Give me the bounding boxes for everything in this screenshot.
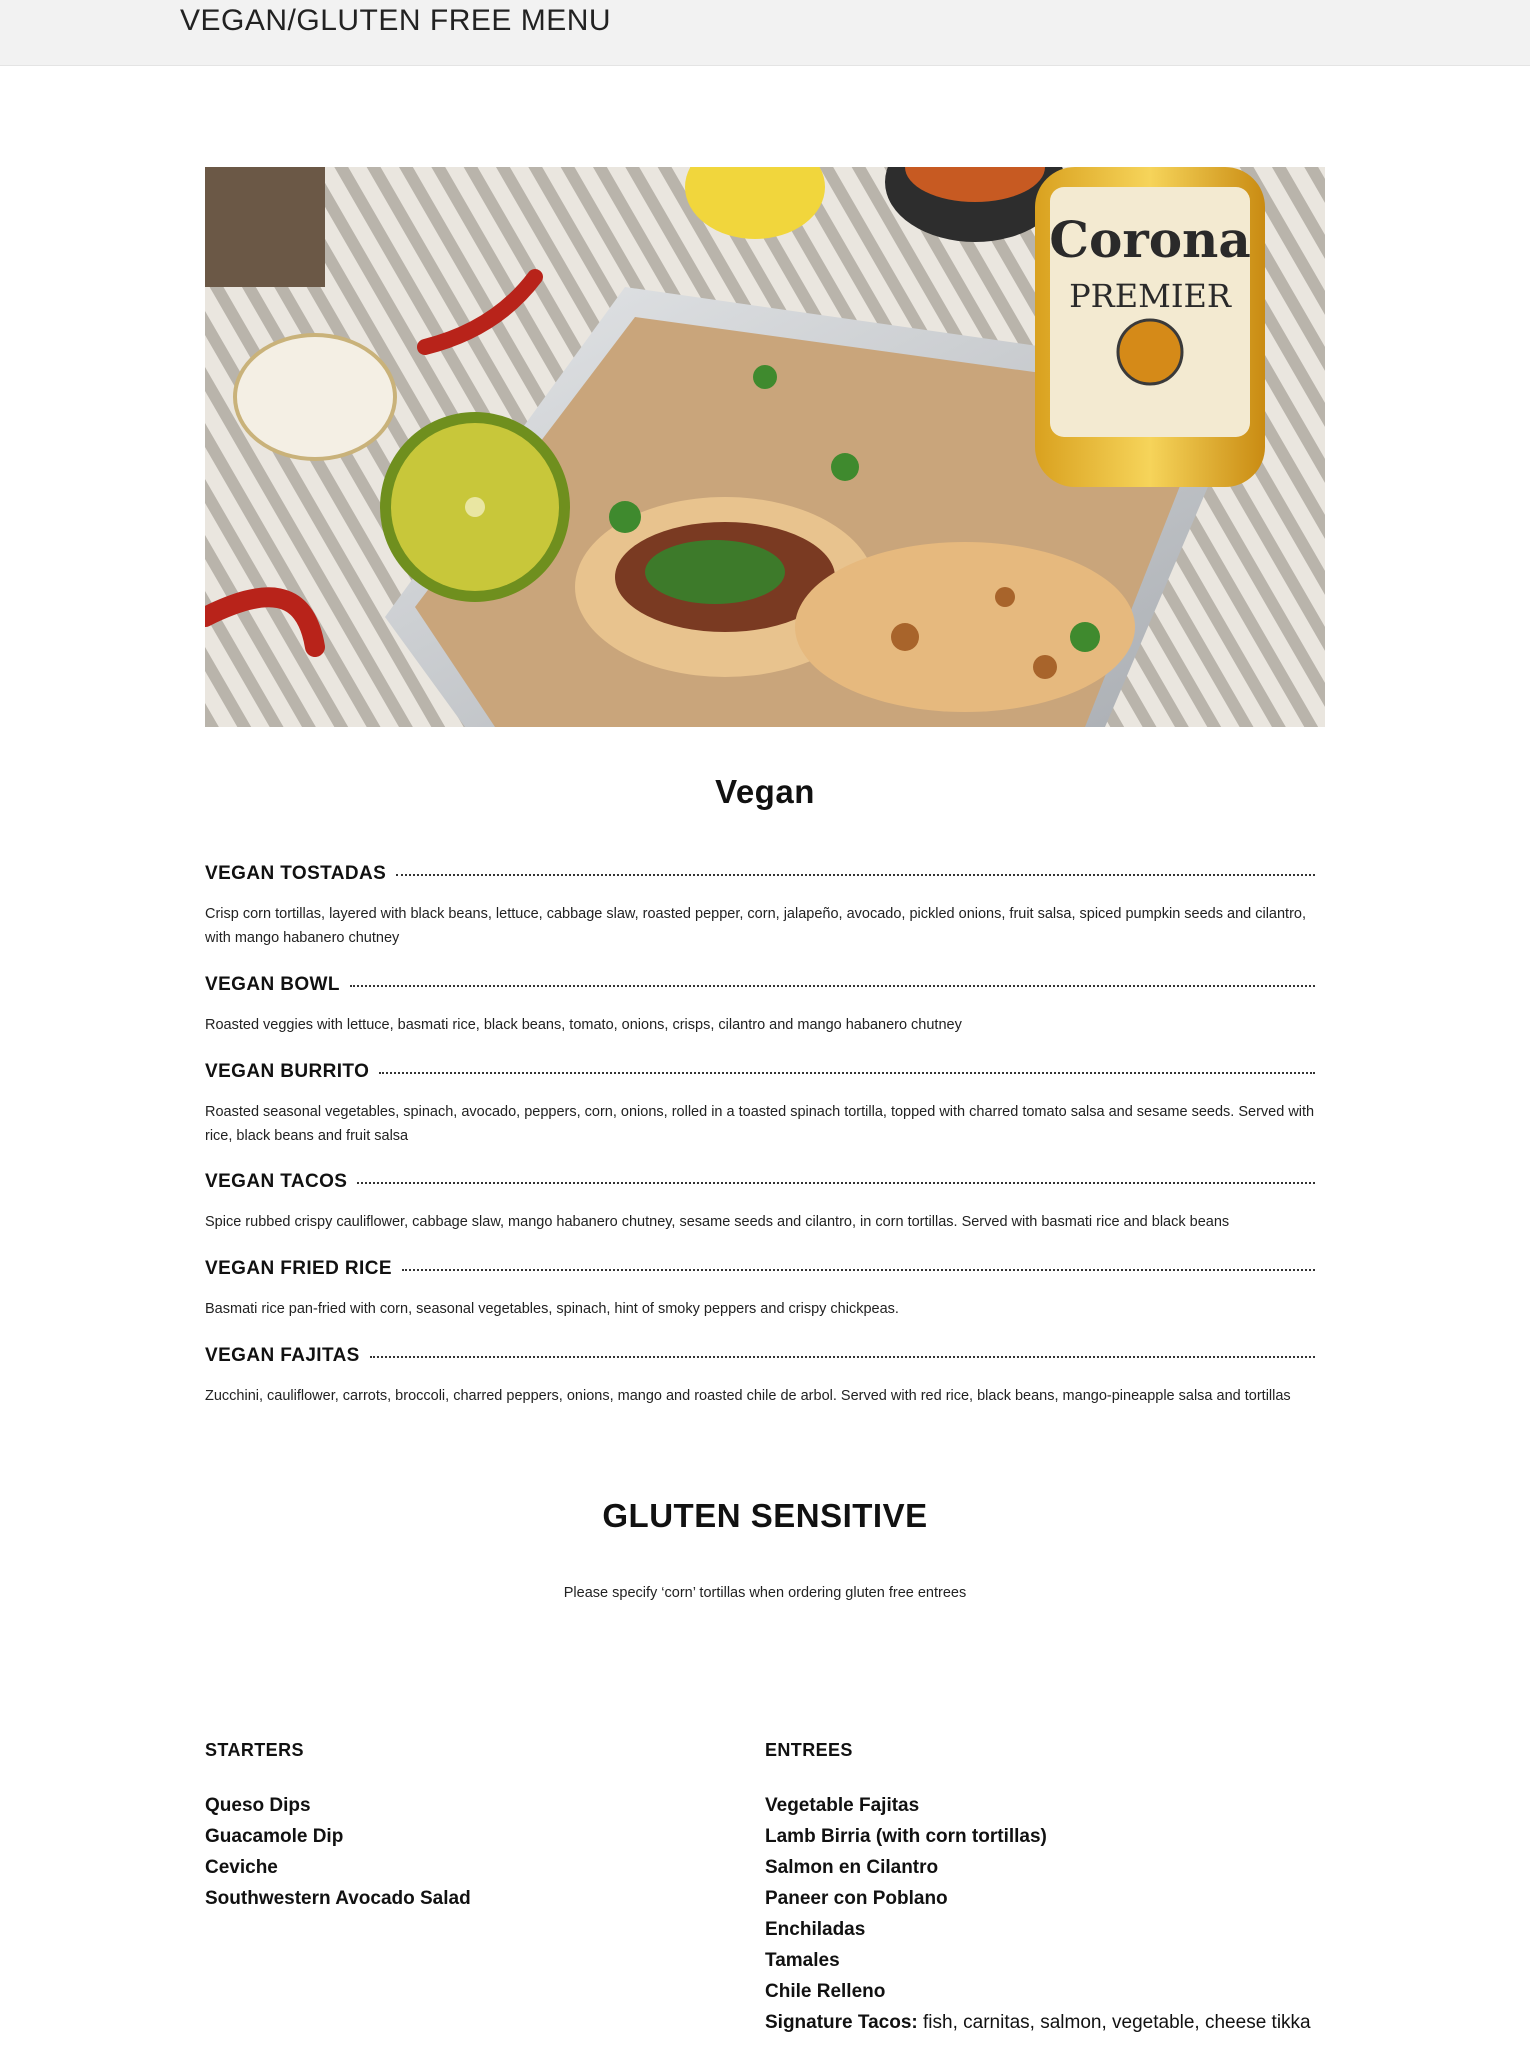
list-item: Tamales (765, 1950, 840, 1971)
menu-item-description: Basmati rice pan-fried with corn, seasonal vegetables, spinach, hint of smoky peppers and crispy chickpeas. (205, 1301, 899, 1317)
menu-item-title (205, 1058, 1315, 1086)
menu-item-description: Roasted seasonal vegetables, spinach, avocado, peppers, corn, onions, rolled in a toasted spinach tortilla, topped with charred tomato salsa and sesame seeds. Served with rice, black beans and fruit salsa (205, 1104, 1315, 1144)
dotted-leader (396, 874, 1315, 876)
menu-item-name: VEGAN TOSTADAS (205, 863, 387, 884)
menu-item-description: Zucchini, cauliflower, carrots, broccoli, charred peppers, onions, mango and roasted chile de arbol. Served with red rice, black beans, mango-pineapple salsa and tortillas (205, 1388, 1291, 1404)
list-item: Lamb Birria (with corn tortillas) (765, 1826, 1047, 1847)
dotted-leader (379, 1072, 1315, 1074)
list-item: Guacamole Dip (205, 1826, 344, 1847)
list-item: Southwestern Avocado Salad (205, 1888, 471, 1909)
dotted-leader (357, 1182, 1315, 1184)
signature-tacos-label: Signature Tacos: (765, 2012, 918, 2033)
list-item: Ceviche (205, 1857, 278, 1878)
menu-item-title (205, 1342, 1315, 1370)
menu-item-name: VEGAN FAJITAS (205, 1345, 360, 1366)
dotted-leader (370, 1356, 1315, 1358)
menu-item-title (205, 860, 1315, 888)
gluten-note: Please specify ‘corn’ tortillas when ordering gluten free entrees (563, 1585, 967, 1601)
menu-item-title (205, 1255, 1315, 1283)
menu-item-name: VEGAN BURRITO (205, 1061, 370, 1082)
list-item: Enchiladas (765, 1919, 866, 1940)
menu-item-name: VEGAN FRIED RICE (205, 1258, 392, 1279)
section-title-vegan: Vegan (715, 773, 815, 810)
dotted-leader (402, 1269, 1315, 1271)
list-item: Salmon en Cilantro (765, 1857, 939, 1878)
page-title: VEGAN/GLUTEN FREE MENU (180, 4, 612, 37)
list-item: Chile Relleno (765, 1981, 886, 2002)
signature-tacos-item (765, 2007, 1325, 2038)
starters-list (205, 1790, 725, 1914)
svg-text:PREMIER: PREMIER (1069, 277, 1231, 315)
menu-item-description: Roasted veggies with lettuce, basmati rice, black beans, tomato, onions, crisps, cilantro and mango habanero chutney (205, 1017, 962, 1033)
entrees-list (765, 1790, 1325, 2038)
signature-tacos-detail: fish, carnitas, salmon, vegetable, cheese tikka (923, 2012, 1311, 2033)
hero-image (205, 167, 1325, 727)
list-item: Paneer con Poblano (765, 1888, 948, 1909)
menu-item-title (205, 971, 1315, 999)
dotted-leader (350, 985, 1315, 987)
menu-item-name: VEGAN TACOS (205, 1171, 348, 1192)
entrees-heading: ENTREES (765, 1740, 853, 1760)
menu-item-name: VEGAN BOWL (205, 974, 340, 995)
menu-item-title (205, 1168, 1315, 1196)
section-title-gluten: GLUTEN SENSITIVE (602, 1497, 928, 1534)
header-bar (0, 0, 1530, 66)
svg-text:Corona: Corona (1049, 210, 1251, 269)
list-item: Vegetable Fajitas (765, 1795, 920, 1816)
menu-item-description: Spice rubbed crispy cauliflower, cabbage slaw, mango habanero chutney, sesame seeds and cilantro, in corn tortillas. Served with basmati rice and black beans (205, 1214, 1230, 1230)
menu-item-description: Crisp corn tortillas, layered with black beans, lettuce, cabbage slaw, roasted pepper, corn, jalapeño, avocado, pickled onions, fruit salsa, spiced pumpkin seeds and cilantro, with mango habanero chutney (205, 906, 1307, 946)
starters-heading: STARTERS (205, 1740, 304, 1760)
list-item: Queso Dips (205, 1795, 311, 1816)
